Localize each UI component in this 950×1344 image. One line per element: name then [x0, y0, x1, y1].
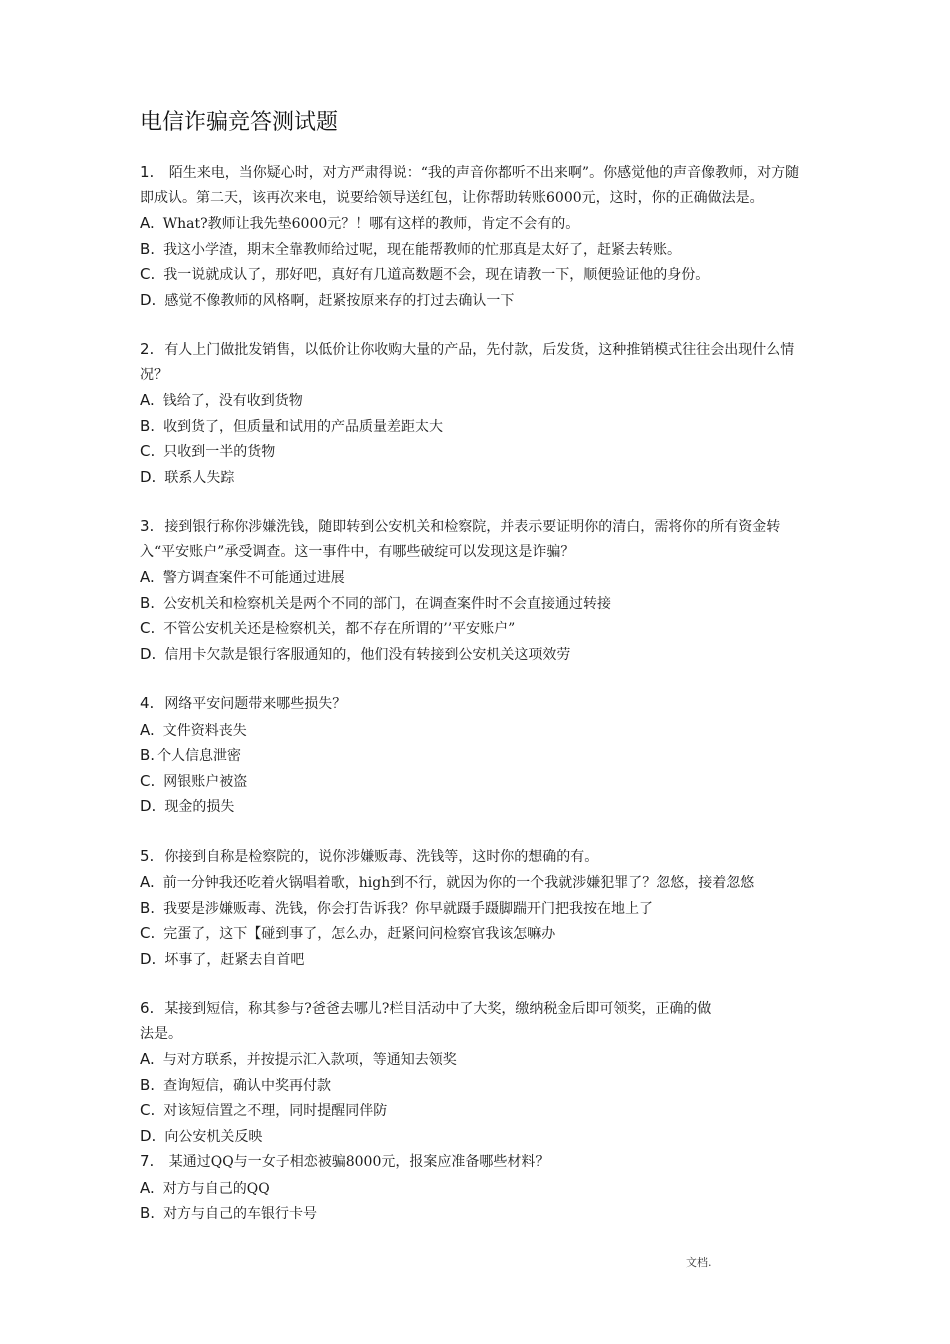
- option-text: 查询短信，确认中奖再付款: [163, 1077, 332, 1094]
- option-text: What?教师让我先垫6000元？！哪有这样的教师，肯定不会有的。: [162, 216, 580, 232]
- question-number: 4.: [140, 694, 155, 712]
- option-d: [140, 1124, 812, 1150]
- option-a: [140, 1047, 812, 1073]
- question-text: 某通过QQ与一女子相恋被骗8000元，报案应准备哪些材料？: [168, 1154, 550, 1170]
- page-footer: 文档.: [686, 1256, 712, 1269]
- question-2: [140, 337, 812, 490]
- option-text: 公安机关和检察机关是两个不同的部门，在调查案件时不会直接通过转接: [163, 595, 612, 612]
- option-letter: C.: [140, 442, 156, 460]
- option-letter: B.: [140, 898, 156, 917]
- option-c: [140, 1098, 812, 1124]
- option-letter: C.: [140, 619, 156, 637]
- option-text: 对方与自己的QQ: [162, 1180, 270, 1197]
- question-stem: [140, 514, 812, 564]
- option-letter: B.: [140, 1075, 156, 1094]
- option-text: 网银账户被盗: [163, 773, 248, 790]
- question-text: 陌生来电，当你疑心时，对方严肃得说：“我的声音你都听不出来啊”。你感觉他的声音像教师，对方随即成认。第二天，该再次来电，说要给领导送红包，让你帮助转账6000元，这时，你的正确做法是。: [140, 165, 800, 206]
- option-letter: D.: [140, 1126, 157, 1145]
- question-stem: [140, 996, 812, 1046]
- option-a: [140, 565, 812, 591]
- option-letter: C.: [140, 265, 156, 283]
- spacer: [140, 667, 812, 691]
- option-letter: B.: [140, 239, 156, 258]
- question-stem: [140, 160, 812, 210]
- question-6: [140, 996, 812, 1149]
- option-d: [140, 288, 812, 314]
- option-text: 我要是涉嫌贩毒、洗钱，你会打告诉我？你早就蹑手蹑脚踹开门把我按在地上了: [163, 900, 654, 917]
- option-b: [140, 1201, 812, 1227]
- question-text: 网络平安问题带来哪些损失？: [164, 696, 347, 712]
- option-d: [140, 465, 812, 491]
- question-stem: [140, 1149, 812, 1175]
- question-number: 2.: [140, 340, 155, 358]
- option-b: [140, 743, 812, 769]
- question-number: 7.: [140, 1152, 155, 1170]
- option-letter: C.: [140, 771, 156, 790]
- question-text: 某接到短信，称其参与?爸爸去哪儿?栏目活动中了大奖，缴纳税金后即可领奖，正确的做: [164, 1001, 712, 1017]
- option-b: [140, 414, 812, 440]
- option-text: 警方调查案件不可能通过进展: [162, 570, 345, 586]
- option-text: 个人信息泄密: [157, 748, 242, 764]
- option-text: 向公安机关反映: [164, 1128, 263, 1145]
- option-letter: B.: [140, 416, 156, 435]
- document-page: [140, 108, 812, 1227]
- option-letter: A.: [140, 720, 155, 739]
- question-number: 1.: [140, 163, 155, 181]
- option-letter: A.: [140, 214, 155, 232]
- option-text: 与对方联系，并按提示汇入款项，等通知去领奖: [162, 1052, 457, 1068]
- option-letter: B.: [140, 1204, 156, 1222]
- option-a: [140, 388, 812, 414]
- spacer: [140, 313, 812, 337]
- question-5: [140, 844, 812, 973]
- option-text: 我这小学渣，期末全靠教师给过呢，现在能帮教师的忙那真是太好了，赶紧去转账。: [163, 241, 682, 258]
- option-text: 不管公安机关还是检察机关，都不存在所谓的’’平安账户”: [163, 621, 516, 637]
- option-text: 感觉不像教师的风格啊，赶紧按原来存的打过去确认一下: [164, 292, 515, 309]
- option-c: [140, 262, 812, 288]
- option-letter: A.: [140, 1050, 155, 1068]
- option-letter: C.: [140, 1101, 156, 1119]
- option-a: [140, 870, 812, 896]
- option-letter: D.: [140, 949, 157, 968]
- question-7: [140, 1149, 812, 1227]
- option-d: [140, 794, 812, 820]
- option-text: 钱给了，没有收到货物: [162, 393, 303, 409]
- option-d: [140, 947, 812, 973]
- option-text: 只收到一半的货物: [163, 444, 276, 460]
- option-letter: B.: [140, 746, 156, 764]
- question-stem: [140, 844, 812, 870]
- option-b: [140, 591, 812, 617]
- option-b: [140, 237, 812, 263]
- option-text: 文件资料丧失: [162, 722, 247, 739]
- option-letter: B.: [140, 593, 156, 612]
- option-c: [140, 921, 812, 947]
- option-a: [140, 718, 812, 744]
- document-title: 电信诈骗竞答测试题: [140, 110, 339, 135]
- option-letter: A.: [140, 1178, 155, 1197]
- option-letter: A.: [140, 568, 155, 586]
- option-c: [140, 439, 812, 465]
- spacer: [140, 820, 812, 844]
- question-text: 有人上门做批发销售，以低价让你收购大量的产品，先付款，后发货，这种推销模式往往会出现什么情况？: [140, 342, 795, 383]
- question-stem: [140, 337, 812, 387]
- option-text: 对该短信置之不理，同时提醒同伴防: [163, 1103, 388, 1119]
- question-text-continued: 法是。: [140, 1025, 182, 1042]
- question-stem: [140, 691, 812, 717]
- spacer: [140, 972, 812, 996]
- question-3: [140, 514, 812, 667]
- option-text: 收到货了，但质量和试用的产品质量差距太大: [163, 418, 444, 435]
- option-a: [140, 1176, 812, 1202]
- option-letter: A.: [140, 391, 155, 409]
- option-c: [140, 769, 812, 795]
- option-text: 联系人失踪: [164, 469, 235, 486]
- option-letter: D.: [140, 644, 157, 663]
- question-number: 5.: [140, 846, 155, 865]
- option-c: [140, 616, 812, 642]
- question-text: 接到银行称你涉嫌洗钱，随即转到公安机关和检察院，并表示要证明你的清白，需将你的所有资金转入“平安账户”承受调查。这一事件中，有哪些破绽可以发现这是诈骗？: [140, 519, 781, 560]
- option-text: 我一说就成认了，那好吧，真好有几道高数题不会，现在请教一下，顺便验证他的身份。: [163, 267, 710, 283]
- question-text: 你接到自称是检察院的，说你涉嫌贩毒、洗钱等，这时你的想确的有。: [164, 848, 599, 865]
- option-b: [140, 896, 812, 922]
- option-letter: D.: [140, 290, 157, 309]
- option-d: [140, 642, 812, 668]
- option-text: 完蛋了，这下【碰到事了，怎么办，赶紧问问检察官我该怎嘛办: [163, 926, 556, 942]
- option-text: 坏事了，赶紧去自首吧: [164, 951, 305, 968]
- option-b: [140, 1073, 812, 1099]
- spacer: [140, 490, 812, 514]
- option-text: 前一分钟我还吃着火锅唱着歌，high到不行，就因为你的一个我就涉嫌犯罪了？忽悠，接着忽悠: [162, 875, 755, 891]
- option-letter: A.: [140, 873, 155, 891]
- question-1: [140, 160, 812, 313]
- option-text: 现金的损失: [164, 799, 235, 815]
- option-text: 对方与自己的车银行卡号: [163, 1206, 318, 1222]
- question-number: 3.: [140, 517, 155, 535]
- option-letter: D.: [140, 797, 157, 815]
- option-a: [140, 211, 812, 237]
- question-number: 6.: [140, 999, 155, 1017]
- option-letter: C.: [140, 924, 156, 942]
- option-text: 信用卡欠款是银行客服通知的，他们没有转接到公安机关这项效劳: [164, 646, 571, 663]
- option-letter: D.: [140, 467, 157, 486]
- question-4: [140, 691, 812, 820]
